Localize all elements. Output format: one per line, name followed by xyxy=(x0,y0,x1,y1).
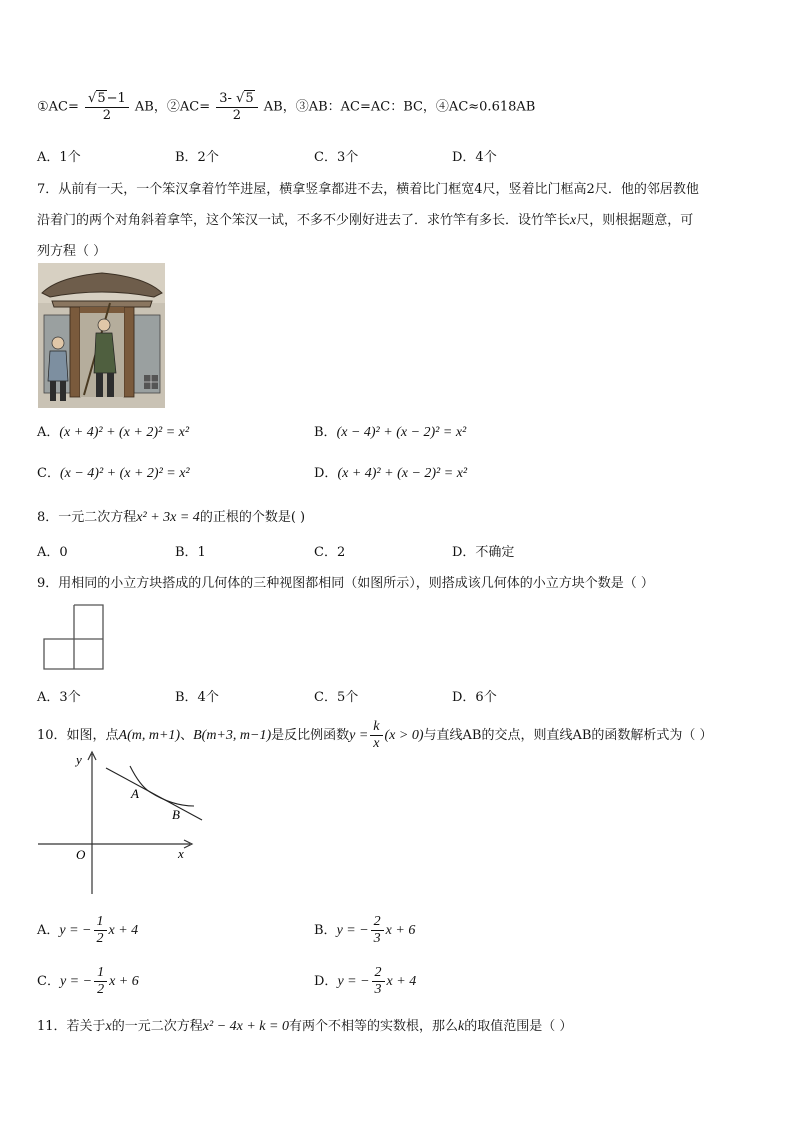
q6-fraction1: $\frac{√5-1}{2}$ xyxy=(85,90,129,124)
q7-option-a[interactable]: A．(x + 4)² + (x + 2)² = x² xyxy=(37,425,190,440)
q10-point-a-label: A xyxy=(131,786,139,801)
q6-part1: ①AC= xyxy=(37,99,79,115)
q6-option-c[interactable]: C．3个 xyxy=(314,150,359,165)
q7-option-d[interactable]: D．(x + 4)² + (x − 2)² = x² xyxy=(314,466,468,481)
q6-part2: AB，②AC= xyxy=(134,99,211,115)
q7-option-b[interactable]: B．(x − 4)² + (x − 2)² = x² xyxy=(314,425,467,440)
q7-option-c[interactable]: C．(x − 4)² + (x + 2)² = x² xyxy=(37,466,190,481)
q10-option-a[interactable]: A．y = − $\frac{1}{2}$ x + 4 xyxy=(37,914,139,946)
q7-gate-illustration xyxy=(38,263,165,408)
q10-graph xyxy=(36,748,206,898)
q8-option-a[interactable]: A．0 xyxy=(37,545,68,560)
q6-option-b[interactable]: B．2个 xyxy=(175,150,219,165)
q9-three-view-figure xyxy=(42,604,106,672)
q8-option-c[interactable]: C．2 xyxy=(314,545,346,560)
q10-option-c[interactable]: C．y = − $\frac{1}{2}$ x + 6 xyxy=(37,965,139,997)
q9-option-b[interactable]: B．4个 xyxy=(175,690,219,705)
q9-text: 9．用相同的小立方块搭成的几何体的三种视图都相同（如图所示），则搭成该几何体的小立方块个数是（ ） xyxy=(37,576,654,591)
q9-option-c[interactable]: C．5个 xyxy=(314,690,359,705)
q8-option-b[interactable]: B．1 xyxy=(175,545,206,560)
q9-option-a[interactable]: A．3个 xyxy=(37,690,81,705)
q7-text-line3: 列方程（ ） xyxy=(37,244,107,259)
q11-text: 11．若关于x的一元二次方程x² − 4x + k = 0有两个不相等的实数根，那么k的取值范围是（ ） xyxy=(37,1019,573,1034)
q10-axis-x-label: x xyxy=(178,846,184,861)
q6-fraction2: $\frac{3- √5}{2}$ xyxy=(216,90,257,124)
q7-text-line2: 沿着门的两个对角斜着拿竿，这个笨汉一试，不多不少刚好进去了．求竹竿有多长．设竹竿长x尺，则根据题意，可 xyxy=(37,213,694,228)
q10-text: 10．如图，点A(m, m+1)、B(m+3, m−1)是反比例函数y = $\frac{k}{x}$ (x > 0)与直线AB的交点，则直线AB的函数解析式为（ ） xyxy=(37,719,713,751)
q9-option-d[interactable]: D．6个 xyxy=(452,690,497,705)
q10-origin-label: O xyxy=(76,847,86,862)
q8-text: 8．一元二次方程x² + 3x = 4的正根的个数是( ) xyxy=(37,510,306,525)
q7-text-line1: 7．从前有一天，一个笨汉拿着竹竿进屋，横拿竖拿都进不去，横着比门框宽4尺，竖着比门框高2尺．他的邻居教他 xyxy=(37,182,699,197)
q6-option-a[interactable]: A．1个 xyxy=(37,150,81,165)
q6-statements xyxy=(37,90,535,124)
q6-part3: AB，③AB：AC=AC：BC，④AC≈0.618AB xyxy=(263,99,536,115)
q6-option-d[interactable]: D．4个 xyxy=(452,150,497,165)
q8-option-d[interactable]: D．不确定 xyxy=(452,545,515,560)
q10-option-d[interactable]: D．y = − $\frac{2}{3}$ x + 4 xyxy=(314,965,417,997)
q10-axis-y-label: y xyxy=(76,752,82,767)
q10-option-b[interactable]: B．y = − $\frac{2}{3}$ x + 6 xyxy=(314,914,416,946)
q10-point-b-label: B xyxy=(172,807,180,822)
